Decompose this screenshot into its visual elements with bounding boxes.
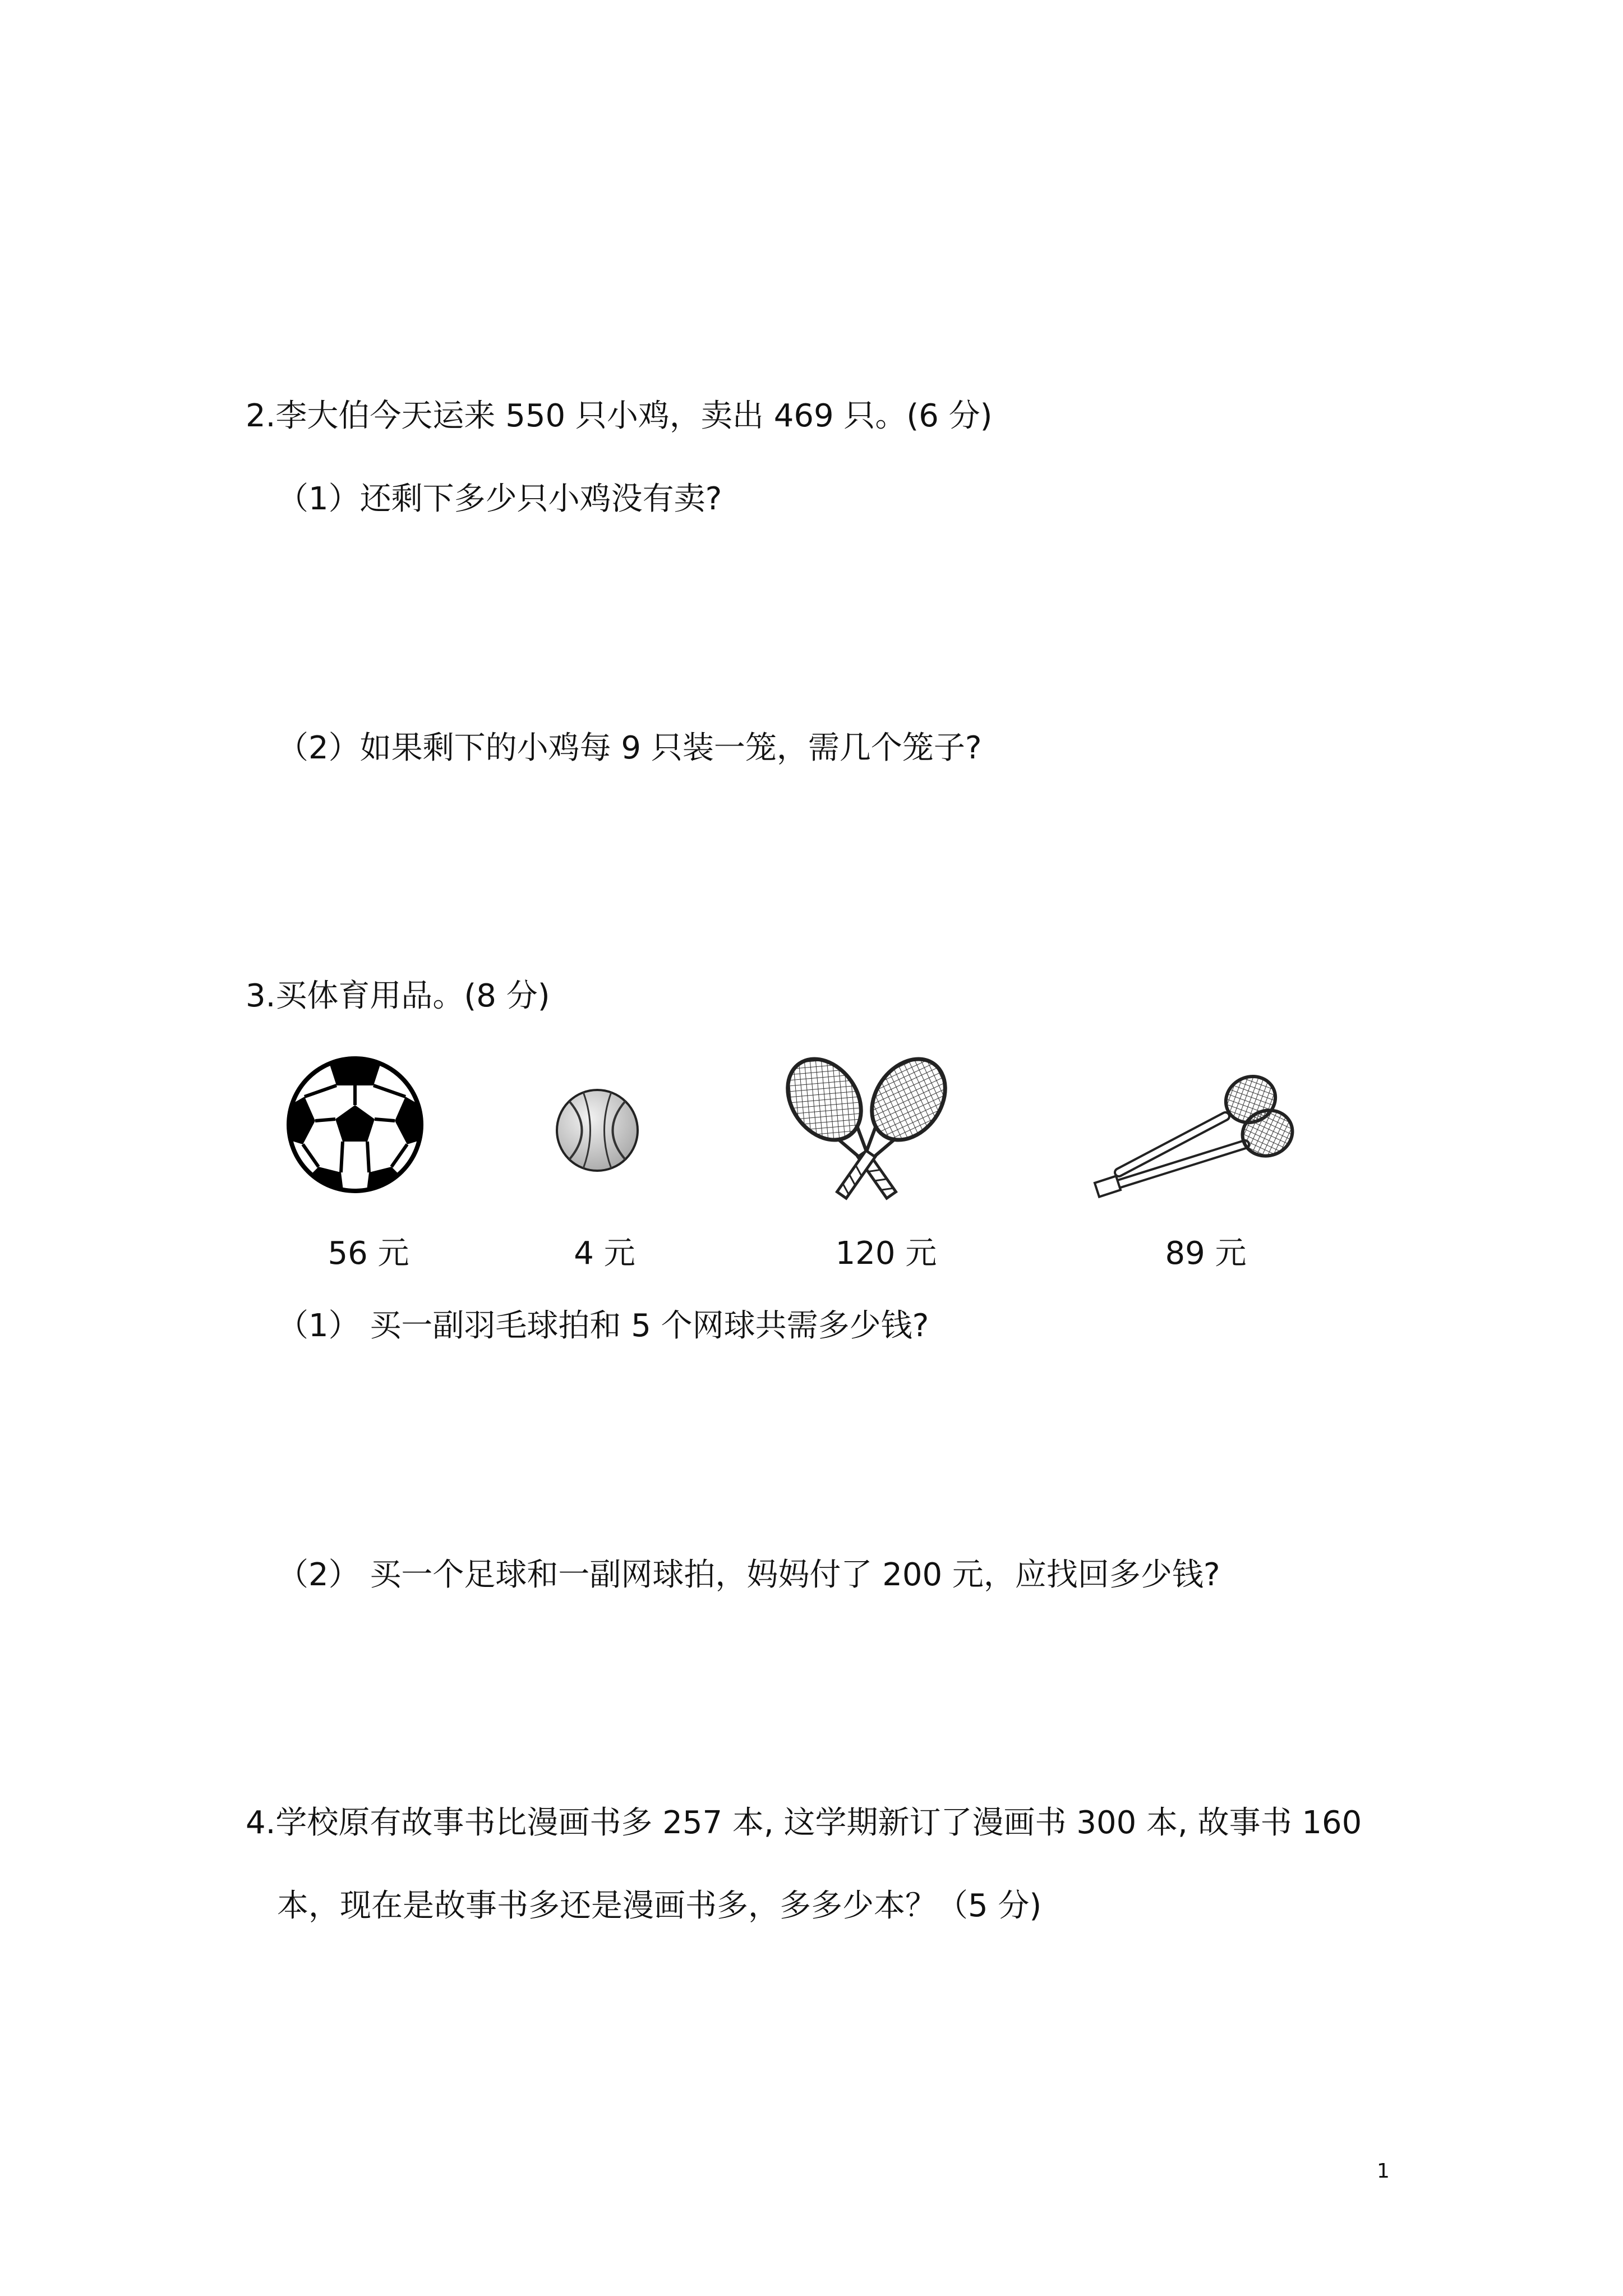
page-number: 1 <box>1377 2160 1390 2183</box>
question-2-part-1: （1）还剩下多少只小鸡没有卖? <box>277 481 722 517</box>
price-tennis-rackets: 120 元 <box>835 1235 937 1272</box>
tennis-ball-icon <box>552 1085 642 1177</box>
price-soccer-ball: 56 元 <box>328 1235 409 1272</box>
question-3-part-1: （1） 买一副羽毛球拍和 5 个网球共需多少钱? <box>277 1308 929 1344</box>
price-badminton-rackets: 89 元 <box>1165 1235 1247 1272</box>
question-2-title: 2.李大伯今天运来 550 只小鸡，卖出 469 只。(6 分) <box>246 398 993 434</box>
tennis-rackets-icon <box>768 1055 965 1203</box>
soccer-ball-icon <box>285 1055 425 1197</box>
question-3-title: 3.买体育用品。(8 分) <box>246 978 550 1014</box>
question-3-part-2: （2） 买一个足球和一副网球拍，妈妈付了 200 元，应找回多少钱? <box>277 1557 1220 1593</box>
price-tennis-ball: 4 元 <box>574 1235 635 1272</box>
question-4-line-1: 4.学校原有故事书比漫画书多 257 本, 这学期新订了漫画书 300 本, 故事书 160 <box>246 1805 1362 1841</box>
question-4-line-2: 本，现在是故事书多还是漫画书多，多多少本？（5 分) <box>277 1888 1042 1924</box>
badminton-rackets-icon <box>1088 1055 1312 1203</box>
question-2-part-2: （2）如果剩下的小鸡每 9 只装一笼，需几个笼子? <box>277 730 982 766</box>
